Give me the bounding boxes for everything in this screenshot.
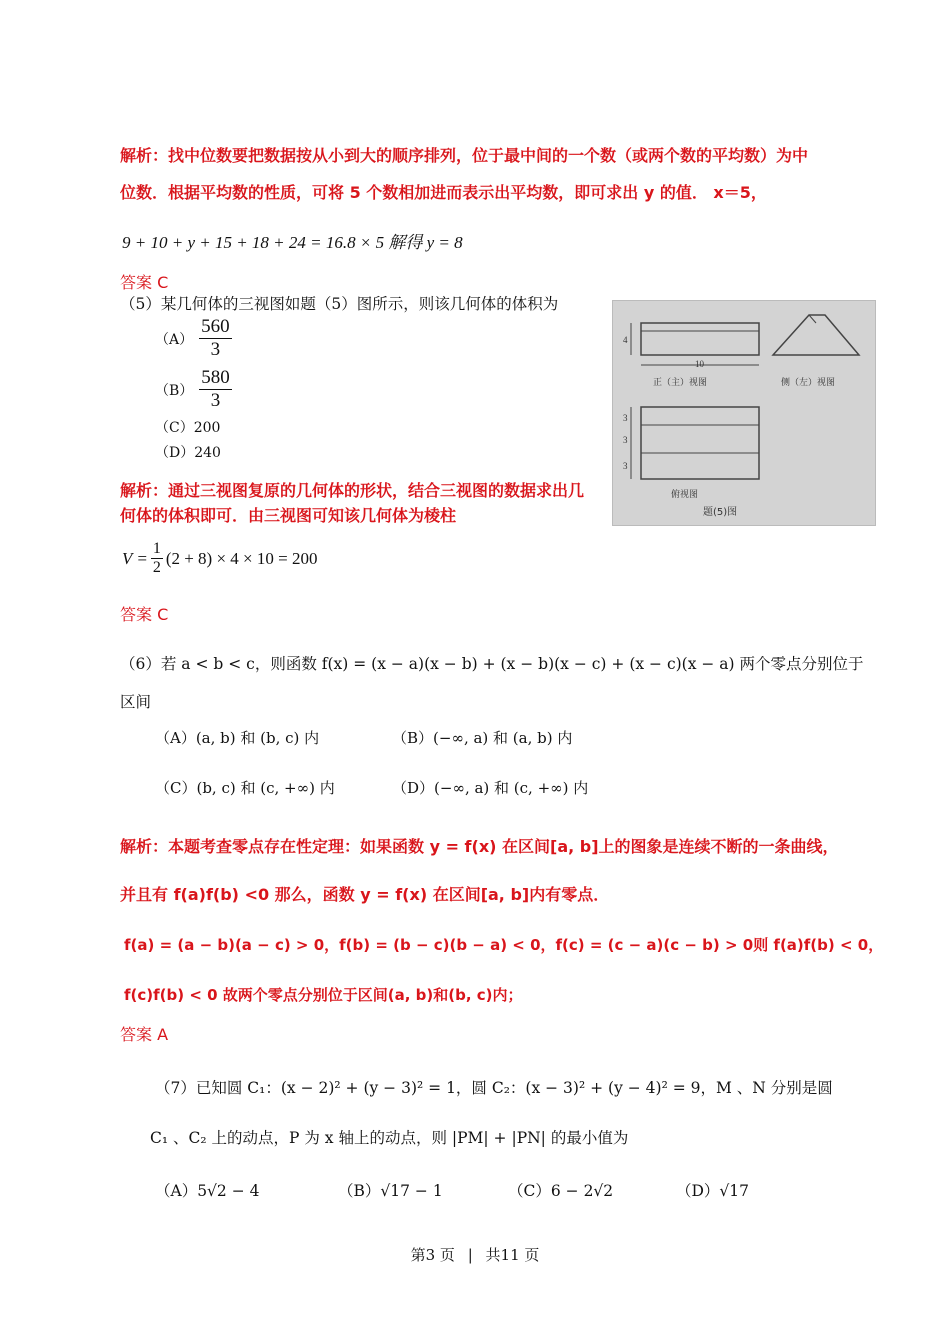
q7-option-c: （C）6 − 2√2 (508, 1182, 614, 1200)
q6-answer: 答案 A (120, 1025, 169, 1044)
q5-option-b-label: （B） (155, 382, 194, 399)
top-dim-3c: 3 (623, 461, 628, 471)
front-view-label: 正（主）视图 (653, 378, 708, 388)
q5-eq-frac-den: 2 (152, 559, 161, 576)
q5-option-a (155, 316, 232, 361)
page-footer (0, 1244, 950, 1265)
q7-option-a: （A）5√2 − 4 (155, 1182, 260, 1200)
front-dim-10: 10 (695, 359, 704, 369)
q5-option-b-denominator: 3 (210, 390, 221, 411)
q6-option-b: （B）(−∞, a) 和 (a, b) 内 (392, 729, 573, 747)
prev-analysis-line1: 解析：找中位数要把数据按从小到大的顺序排列，位于最中间的一个数（或两个数的平均数）为中 (120, 146, 809, 165)
q7-stem-line1: （7）已知圆 C₁：(x − 2)² + (y − 3)² = 1，圆 C₂：(x − 3)² + (y − 4)² = 9，M 、N 分别是圆 (155, 1079, 833, 1097)
q6-option-d: （D）(−∞, a) 和 (c, +∞) 内 (392, 779, 589, 797)
q6-option-c: （C）(b, c) 和 (c, +∞) 内 (155, 779, 335, 797)
q7-option-d: （D）√17 (676, 1182, 750, 1200)
q5-option-b (155, 367, 232, 412)
q5-eq-frac-num: 1 (152, 540, 161, 557)
q7-stem-line2: C₁ 、C₂ 上的动点，P 为 x 轴上的动点，则 |PM| + |PN| 的最小值为 (150, 1129, 629, 1147)
q5-option-b-numerator: 580 (201, 367, 230, 388)
side-view-trapezoid (773, 315, 859, 355)
top-view-label: 俯视图 (671, 490, 699, 500)
q6-analysis-line1: 解析：本题考查零点存在性定理：如果函数 y = f(x) 在区间[a, b]上的图象是连续不断的一条曲线， (120, 837, 839, 856)
q5-option-d: （D）240 (155, 445, 221, 461)
q5-volume-equation (122, 540, 317, 577)
q5-stem: （5）某几何体的三视图如题（5）图所示，则该几何体的体积为 (120, 295, 559, 313)
front-view-rect (641, 323, 759, 355)
prev-analysis-line2: 位数．根据平均数的性质，可将 5 个数相加进而表示出平均数，即可求出 y 的值． x＝5， (120, 183, 767, 202)
q5-analysis-line2: 何体的体积即可．由三视图可知该几何体为棱柱 (120, 506, 457, 525)
footer-separator: | (467, 1246, 473, 1264)
side-view-roof-line (809, 315, 816, 323)
footer-total-pages: 共11 页 (485, 1246, 540, 1264)
prev-answer: 答案 C (120, 273, 169, 292)
q5-option-a-numerator: 560 (201, 316, 230, 337)
top-view-rect (641, 407, 759, 479)
q5-analysis-line1: 解析：通过三视图复原的几何体的形状，结合三视图的数据求出几 (120, 481, 585, 500)
q5-answer: 答案 C (120, 605, 169, 624)
three-view-drawing (613, 301, 875, 525)
q5-option-c: （C）200 (155, 420, 221, 436)
figure-caption: 题(5)图 (703, 507, 738, 518)
front-dim-4: 4 (623, 335, 628, 345)
q5-option-a-label: （A） (155, 331, 194, 348)
prev-analysis-equation: 9 + 10 + y + 15 + 18 + 24 = 16.8 × 5 解得 y = 8 (122, 233, 463, 252)
q6-analysis-line2: 并且有 f(a)f(b) <0 那么，函数 y = f(x) 在区间[a, b]内有零点． (120, 885, 610, 904)
q5-option-a-denominator: 3 (210, 339, 221, 360)
top-dim-3b: 3 (623, 435, 628, 445)
footer-page-number: 第3 页 (410, 1246, 455, 1264)
q5-eq-lhs: V = (122, 548, 148, 568)
q5-option-b-fraction (199, 367, 232, 412)
q5-eq-fraction (151, 540, 163, 577)
q6-stem-line2: 区间 (120, 693, 152, 711)
q6-option-a: （A）(a, b) 和 (b, c) 内 (155, 729, 320, 747)
three-view-figure (612, 300, 876, 526)
q5-eq-rhs: (2 + 8) × 4 × 10 = 200 (165, 548, 318, 568)
q6-analysis-line3: f(a) = (a − b)(a − c) > 0，f(b) = (b − c)(b − a) < 0，f(c) = (c − a)(c − b) > 0则 f(a)f(b) < 0， (124, 936, 884, 954)
top-dim-3a: 3 (623, 413, 628, 423)
q6-stem-line1: （6）若 a < b < c，则函数 f(x) = (x − a)(x − b) + (x − b)(x − c) + (x − c)(x − a) 两个零点分别位于 (120, 655, 864, 673)
q5-option-a-fraction (199, 316, 232, 361)
q6-analysis-line4: f(c)f(b) < 0 故两个零点分别位于区间(a, b)和(b, c)内； (124, 986, 523, 1004)
q7-option-b: （B）√17 − 1 (338, 1182, 443, 1200)
side-view-label: 侧（左）视图 (781, 378, 836, 388)
